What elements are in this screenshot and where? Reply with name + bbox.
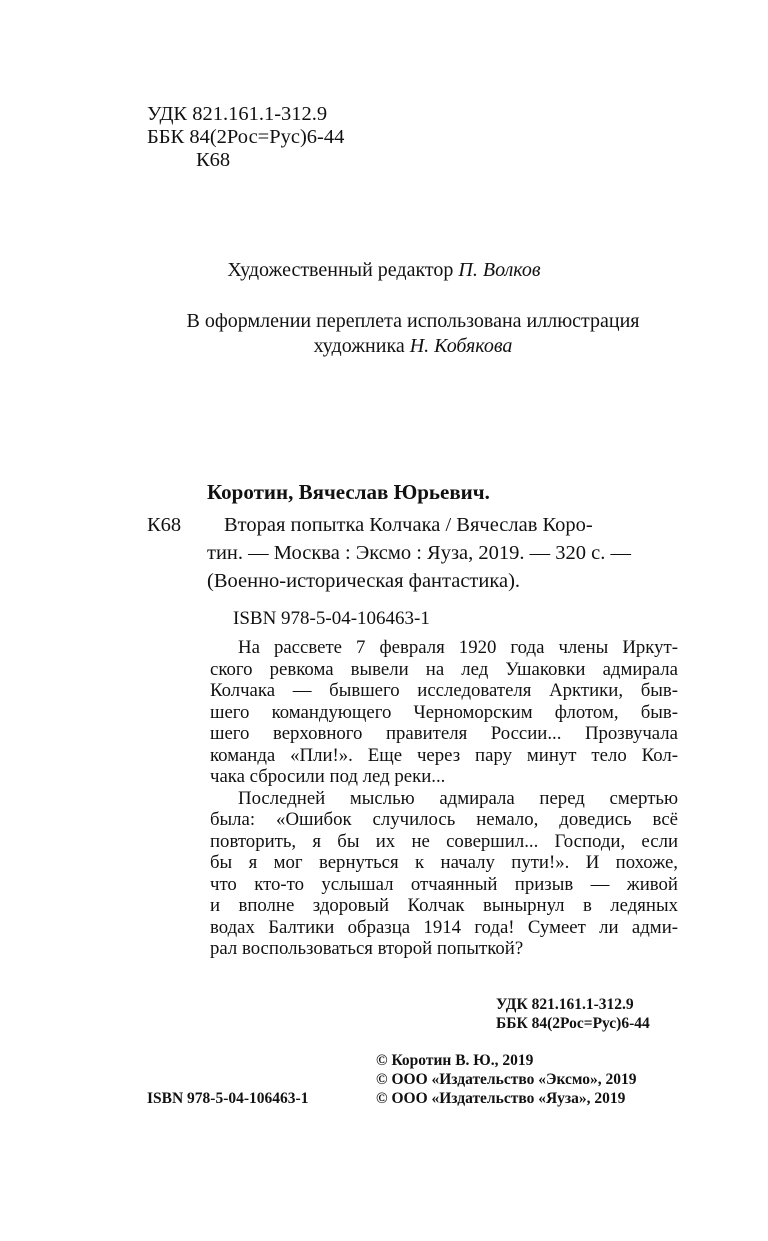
biblio-code: К68: [147, 514, 182, 536]
art-editor-credit: [0, 257, 768, 283]
annotation-line: и вполне здоровый Колчак вынырнул в ледяных: [210, 895, 678, 916]
bbk-code: ББК 84(2Рос=Рус)6-44: [147, 126, 345, 148]
annotation-line: чака сбросили под лед реки...: [210, 766, 446, 787]
copyright-author: © Коротин В. Ю., 2019: [376, 1052, 534, 1069]
biblio-line-2: тин. — Москва : Эксмо : Яуза, 2019. — 320 с. —: [207, 542, 631, 564]
art-editor-name: П. Волков: [458, 259, 541, 281]
biblio-line-1: Вторая попытка Колчака / Вячеслав Коро-: [224, 514, 593, 536]
annotation-line: была: «Ошибок случилось немало, доведись всё: [210, 809, 678, 830]
copyright-yauza: © ООО «Издательство «Яуза», 2019: [376, 1090, 626, 1107]
annotation-paragraph-2: [210, 788, 678, 810]
annotation-line: бы я мог вернуться к началу пути!». И похоже,: [210, 852, 678, 873]
annotation-line: повторить, я бы их не совершил... Господи, если: [210, 830, 678, 852]
cover-artist-label: художника: [313, 335, 405, 357]
copyright-eksmo: © ООО «Издательство «Эксмо», 2019: [376, 1071, 637, 1088]
udk-code: УДК 821.161.1-312.9: [147, 103, 328, 125]
cover-artist-name: Н. Кобякова: [409, 335, 513, 357]
author-mark: К68: [196, 149, 231, 171]
footer-bbk: ББК 84(2Рос=Рус)6-44: [496, 1015, 650, 1032]
annotation-line: рал воспользоваться второй попыткой?: [210, 938, 524, 959]
annotation-line: ского ревкома вывели на лед Ушаковки адмирала: [210, 658, 678, 680]
art-editor-label: Художественный редактор: [227, 259, 454, 281]
cover-credit-line1: В оформлении переплета использована иллюстрация: [186, 310, 640, 332]
biblio-isbn: ISBN 978-5-04-106463-1: [233, 608, 430, 629]
annotation-line: Колчака — бывшего исследователя Арктики, быв-: [210, 680, 678, 701]
biblio-line-3: (Военно-историческая фантастика).: [207, 570, 521, 592]
annotation-line: шего верховного правителя России... Прозвучала: [210, 723, 678, 744]
cover-credit-line2: [0, 333, 768, 359]
footer-isbn: ISBN 978-5-04-106463-1: [147, 1090, 309, 1107]
author-heading: Коротин, Вячеслав Юрьевич.: [207, 480, 490, 504]
annotation: [210, 637, 678, 960]
annotation-line: что кто-то услышал отчаянный призыв — живой: [210, 873, 678, 895]
annotation-line: На рассвете 7 февраля 1920 года члены Иркут-: [238, 637, 678, 658]
annotation-line: Последней мыслью адмирала перед смертью: [238, 787, 678, 809]
annotation-line: водах Балтики образца 1914 года! Сумеет ли адми-: [210, 916, 678, 938]
annotation-paragraph-1-cont: [210, 659, 678, 788]
annotation-paragraph-2-cont: [210, 809, 678, 960]
footer-udk: УДК 821.161.1-312.9: [496, 996, 634, 1013]
annotation-line: команда «Пли!». Еще через пару минут тело Кол-: [210, 744, 678, 766]
annotation-paragraph-1: [210, 637, 678, 659]
annotation-line: шего командующего Черноморским флотом, быв-: [210, 701, 678, 723]
